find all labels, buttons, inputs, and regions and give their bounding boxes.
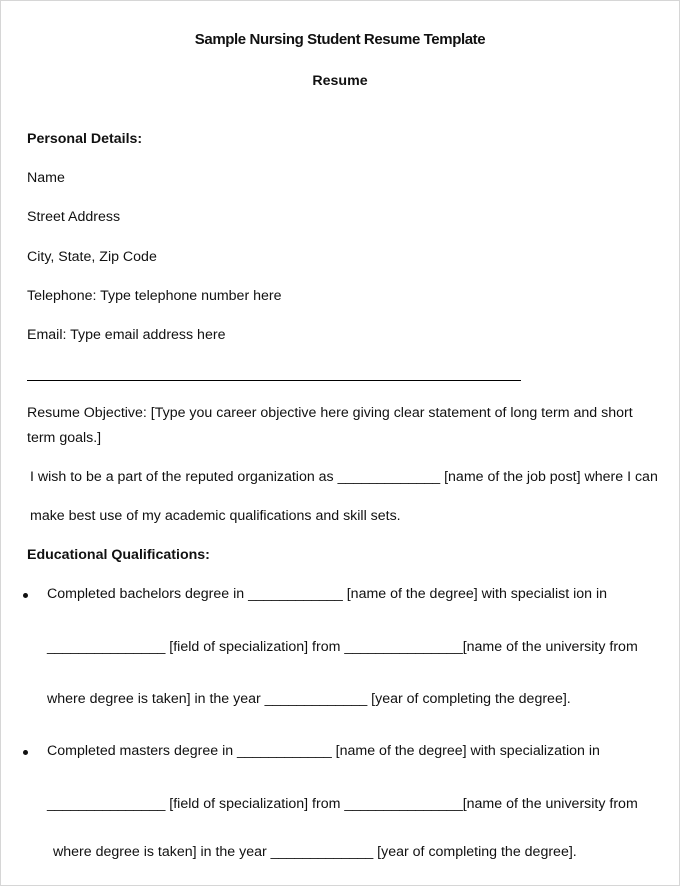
education-heading: Educational Qualifications: <box>27 547 210 563</box>
bullet-icon <box>23 750 28 755</box>
section-divider <box>27 380 521 381</box>
objective-line-1: Resume Objective: [Type you career objective here giving clear statement of long term and short <box>27 405 633 421</box>
city-state-zip-field: City, State, Zip Code <box>27 249 157 265</box>
email-field: Email: Type email address here <box>27 327 226 343</box>
street-address-field: Street Address <box>27 209 121 225</box>
document-subtitle: Resume <box>312 73 368 89</box>
education-item-line-3: where degree is taken] in the year _____________ [year of completing the degree]. <box>53 844 577 860</box>
personal-details-heading: Personal Details: <box>27 131 143 147</box>
telephone-field: Telephone: Type telephone number here <box>27 288 282 304</box>
education-item-line-1: Completed masters degree in ____________ [name of the degree] with specialization in <box>47 743 600 759</box>
document-title: Sample Nursing Student Resume Template <box>194 31 486 48</box>
objective-statement-line-2: make best use of my academic qualifications and skill sets. <box>30 508 401 524</box>
name-field: Name <box>27 170 65 186</box>
education-item-line-3: where degree is taken] in the year _____________ [year of completing the degree]. <box>47 691 571 707</box>
bullet-icon <box>23 593 28 598</box>
education-item-line-2: _______________ [field of specialization] from _______________[name of the university from <box>47 639 638 655</box>
education-item-line-2: _______________ [field of specialization] from _______________[name of the university from <box>47 796 638 812</box>
objective-line-2: term goals.] <box>27 430 102 446</box>
education-item-line-1: Completed bachelors degree in ____________ [name of the degree] with specialist ion in <box>47 586 607 602</box>
objective-statement-line-1: I wish to be a part of the reputed organization as _____________ [name of the job post] where I can <box>30 469 658 485</box>
